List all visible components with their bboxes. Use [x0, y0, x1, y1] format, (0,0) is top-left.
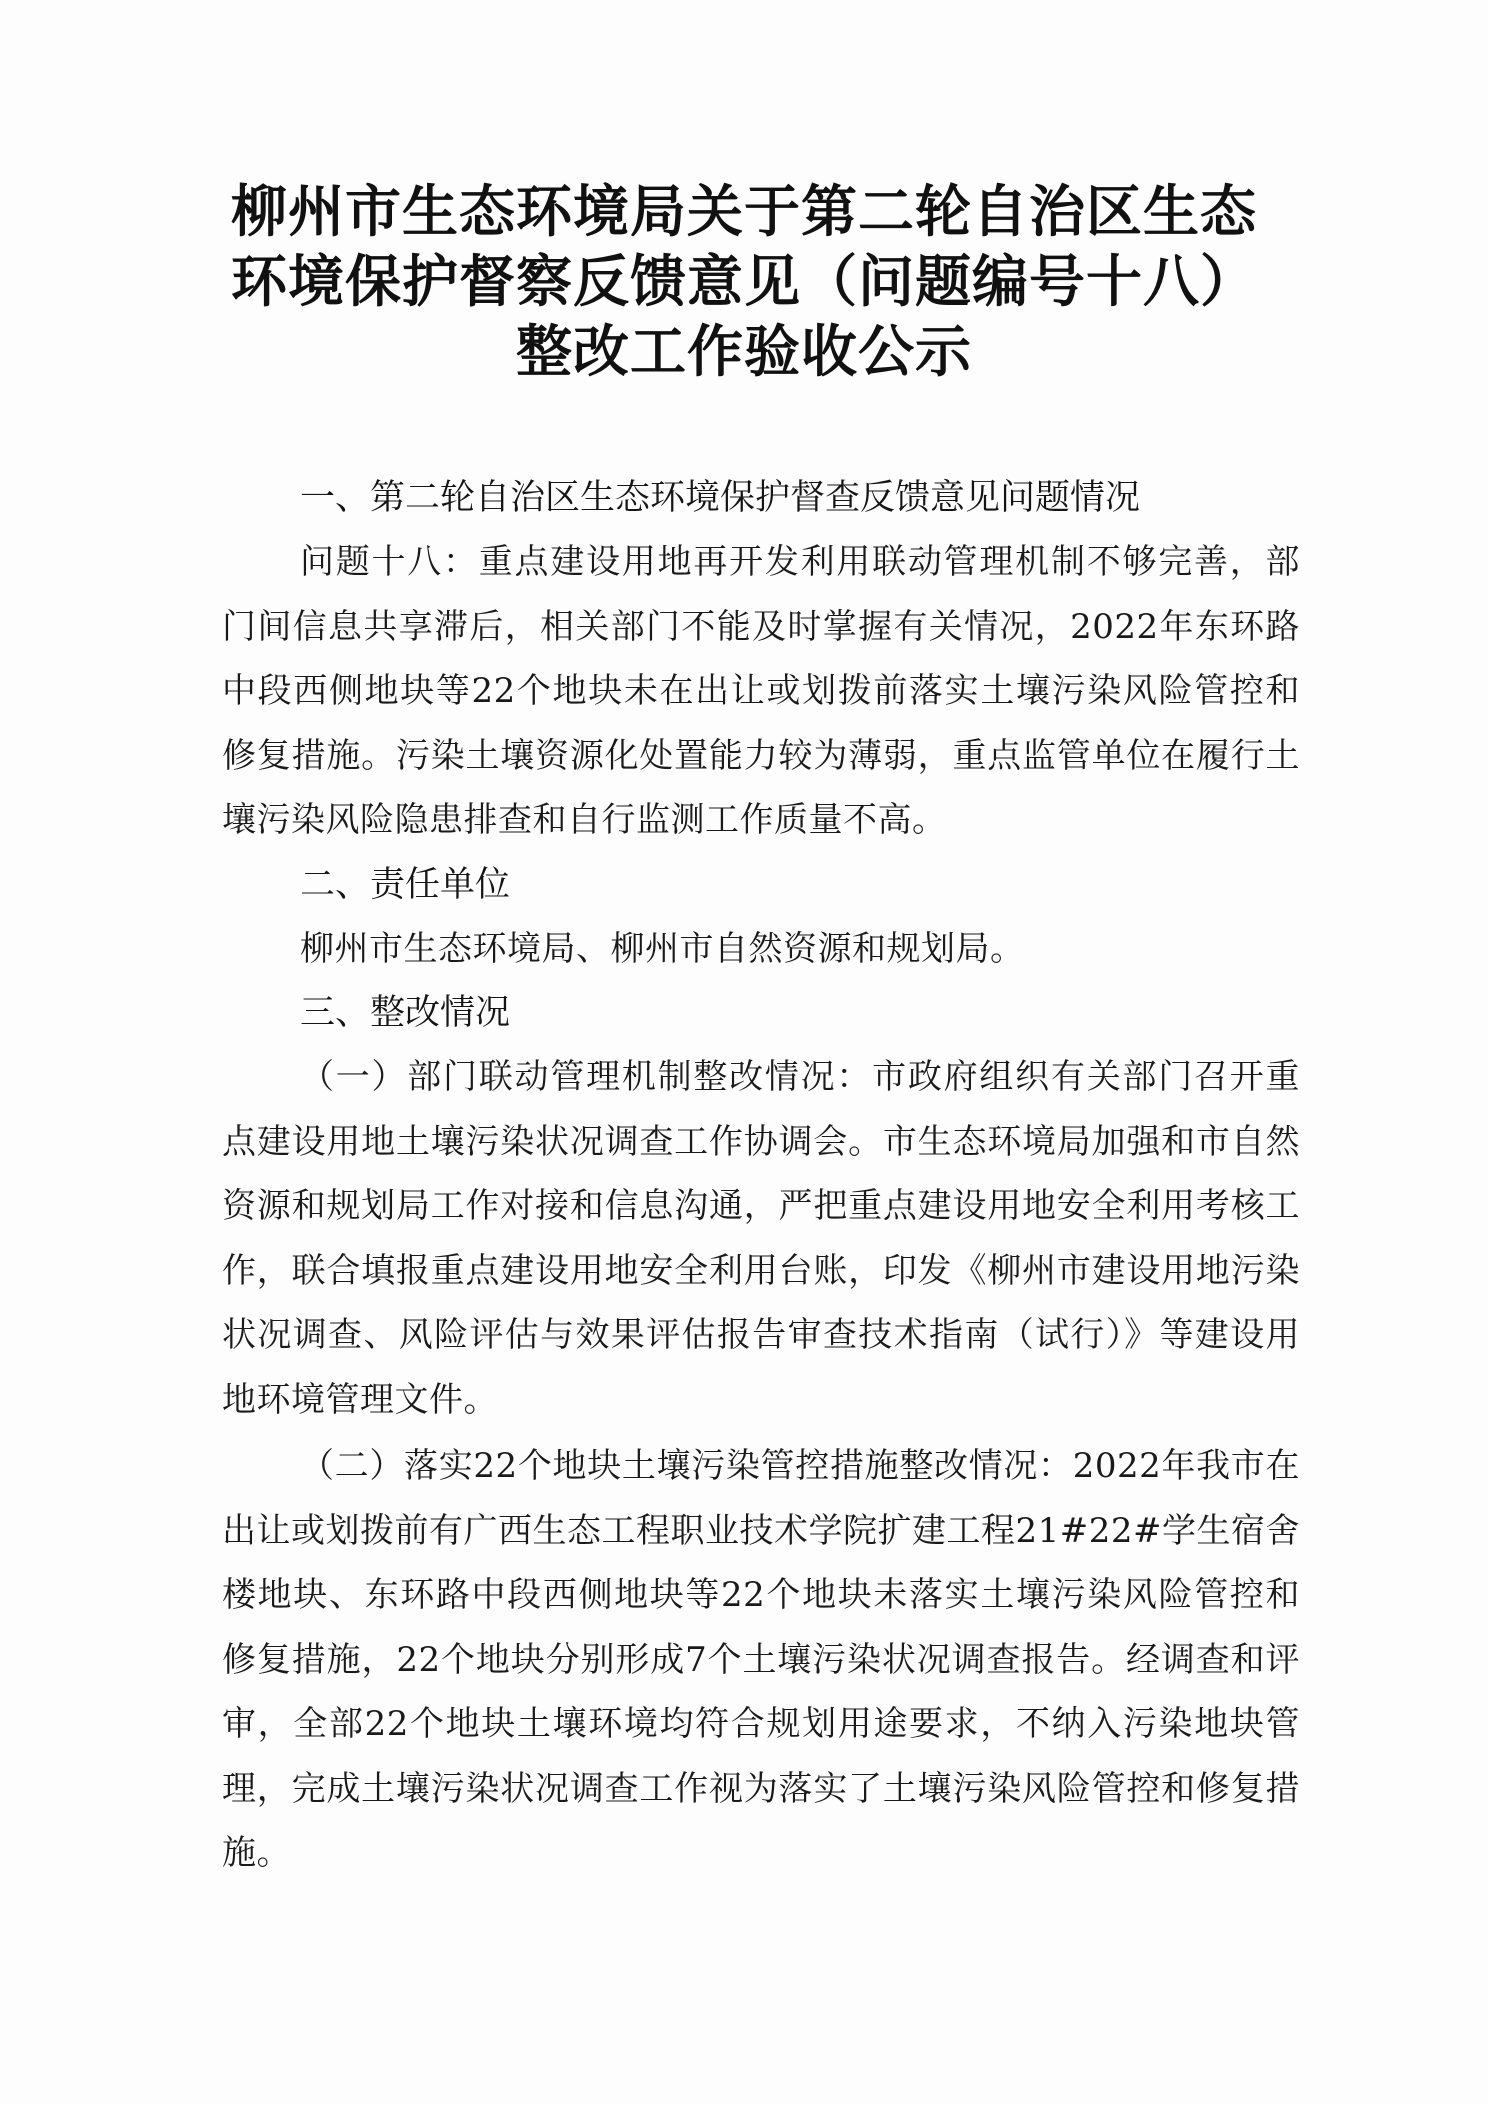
- document-body: [222, 466, 1300, 1886]
- title-line-3: 整改工作验收公示: [516, 320, 972, 385]
- document-title: [180, 178, 1308, 388]
- section-1-paragraph: 问题十八：重点建设用地再开发利用联动管理机制不够完善，部门间信息共享滞后，相关部门不能及时掌握有关情况，2022年东环路中段西侧地块等22个地块未在出让或划拨前落实土壤污染风险管控和修复措施。污染土壤资源化处置能力较为薄弱，重点监管单位在履行土壤污染风险隐患排查和自行监测工作质量不高。: [222, 542, 1300, 840]
- section-3-paragraph-1: （一）部门联动管理机制整改情况：市政府组织有关部门召开重点建设用地土壤污染状况调查工作协调会。市生态环境局加强和市自然资源和规划局工作对接和信息沟通，严把重点建设用地安全利用考核工作，联合填报重点建设用地安全利用台账，印发《柳州市建设用地污染状况调查、风险评估与效果评估报告审查技术指南（试行）》等建设用地环境管理文件。: [222, 1057, 1300, 1420]
- title-line-1: 柳州市生态环境局关于第二轮自治区生态: [231, 180, 1257, 245]
- section-1-heading: 一、第二轮自治区生态环境保护督查反馈意见问题情况: [300, 478, 1141, 518]
- title-line-2: 环境保护督察反馈意见（问题编号十八）: [231, 250, 1257, 315]
- section-2-paragraph: 柳州市生态环境局、柳州市自然资源和规划局。: [300, 928, 1025, 969]
- section-3-paragraph-2: （二）落实22个地块土壤污染管控措施整改情况：2022年我市在出让或划拨前有广西生态工程职业技术学院扩建工程21#22#学生宿舍楼地块、东环路中段西侧地块等22个地块未落实土壤污染风险管控和修复措施，22个地块分别形成7个土壤污染状况调查报告。经调查和评审，全部22个地块土壤环境均符合规划用途要求，不纳入污染地块管理，完成土壤污染状况调查工作视为落实了土壤污染风险管控和修复措施。: [222, 1446, 1301, 1873]
- section-2-heading: 二、责任单位: [300, 864, 511, 905]
- section-3-heading: 三、整改情况: [300, 993, 511, 1033]
